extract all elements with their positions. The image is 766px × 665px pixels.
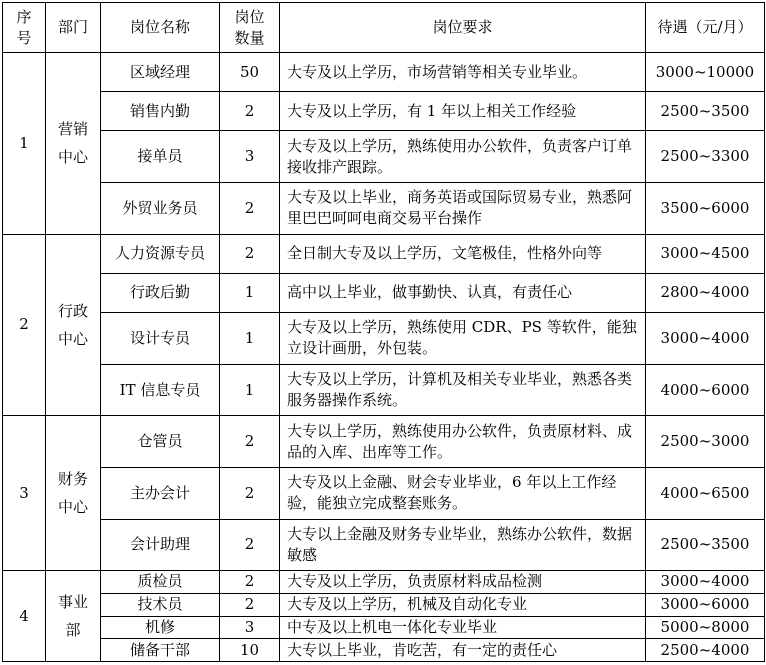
table-row [3, 234, 765, 273]
table-row [3, 519, 765, 571]
position-cell: 储备干部 [101, 639, 220, 662]
table-row [3, 183, 765, 235]
requirement-cell: 大专及以上学历，机械及自动化专业 [280, 593, 646, 616]
salary-cell: 4000~6500 [646, 467, 765, 519]
salary-cell: 3000~4000 [646, 313, 765, 365]
requirement-cell: 大专以上学历，熟练使用办公软件，负责原材料、成品的入库、出库等工作。 [280, 416, 646, 468]
requirement-cell: 高中以上毕业，做事勤快、认真，有责任心 [280, 273, 646, 312]
count-cell: 1 [220, 313, 280, 365]
position-cell: 销售内勤 [101, 92, 220, 131]
count-cell: 2 [220, 92, 280, 131]
table-row [3, 467, 765, 519]
salary-cell: 5000~8000 [646, 616, 765, 639]
position-cell: 质检员 [101, 571, 220, 594]
salary-cell: 3000~10000 [646, 53, 765, 92]
position-cell: 接单员 [101, 131, 220, 183]
salary-cell: 2500~3300 [646, 131, 765, 183]
dept-label: 财务 [57, 470, 88, 489]
requirement-cell: 大专及以上学历，负责原材料成品检测 [280, 571, 646, 594]
seq-cell: 2 [3, 234, 46, 416]
salary-cell: 3500~6000 [646, 183, 765, 235]
position-cell: 人力资源专员 [101, 234, 220, 273]
dept-cell [46, 234, 101, 416]
count-cell: 3 [220, 131, 280, 183]
recruitment-table [2, 2, 765, 662]
position-cell: 行政后勤 [101, 273, 220, 312]
salary-cell: 3000~6000 [646, 593, 765, 616]
salary-cell: 2500~3000 [646, 416, 765, 468]
table-row [3, 131, 765, 183]
salary-cell: 2500~4000 [646, 639, 765, 662]
salary-cell: 2500~3500 [646, 92, 765, 131]
header-seq [3, 3, 46, 53]
table-row [3, 593, 765, 616]
dept-label: 部 [65, 621, 81, 640]
count-cell: 2 [220, 593, 280, 616]
dept-label: 中心 [57, 498, 88, 517]
requirement-cell: 大专以上毕业，肯吃苦，有一定的责任心 [280, 639, 646, 662]
count-cell: 2 [220, 519, 280, 571]
header-position: 岗位名称 [101, 3, 220, 53]
count-cell: 2 [220, 183, 280, 235]
dept-label: 中心 [57, 329, 88, 348]
requirement-cell: 大专及以上学历，计算机及相关专业毕业，熟悉各类服务器操作系统。 [280, 364, 646, 416]
requirement-cell: 大专以上金融及财务专业毕业，熟练办公软件，数据敏感 [280, 519, 646, 571]
dept-cell [46, 416, 101, 571]
requirement-cell: 大专及以上学历，熟练使用办公软件，负责客户订单接收排产跟踪。 [280, 131, 646, 183]
table-row [3, 416, 765, 468]
header-dept: 部门 [46, 3, 101, 53]
dept-label: 中心 [57, 148, 88, 167]
requirement-cell: 大专及以上金融、财会专业毕业，6 年以上工作经验，能独立完成整套账务。 [280, 467, 646, 519]
header-requirement: 岗位要求 [280, 3, 646, 53]
position-cell: 设计专员 [101, 313, 220, 365]
dept-cell [46, 53, 101, 235]
position-cell: 外贸业务员 [101, 183, 220, 235]
count-cell: 2 [220, 467, 280, 519]
seq-cell: 4 [3, 571, 46, 662]
seq-cell: 3 [3, 416, 46, 571]
requirement-cell: 大专及以上学历，有 1 年以上相关工作经验 [280, 92, 646, 131]
count-cell: 1 [220, 273, 280, 312]
table-row [3, 313, 765, 365]
dept-label: 行政 [57, 301, 88, 320]
count-cell: 2 [220, 416, 280, 468]
requirement-cell: 全日制大专及以上学历，文笔极佳，性格外向等 [280, 234, 646, 273]
count-cell: 1 [220, 364, 280, 416]
count-cell: 10 [220, 639, 280, 662]
seq-cell: 1 [3, 53, 46, 235]
header-row [3, 3, 765, 53]
count-cell: 3 [220, 616, 280, 639]
position-cell: 会计助理 [101, 519, 220, 571]
position-cell: 主办会计 [101, 467, 220, 519]
header-seq-line1: 序 [16, 7, 32, 26]
dept-cell [46, 571, 101, 662]
count-cell: 50 [220, 53, 280, 92]
position-cell: IT 信息专员 [101, 364, 220, 416]
requirement-cell: 中专及以上机电一体化专业毕业 [280, 616, 646, 639]
salary-cell: 3000~4000 [646, 571, 765, 594]
table-row [3, 53, 765, 92]
dept-label: 事业 [57, 593, 88, 612]
salary-cell: 3000~4500 [646, 234, 765, 273]
requirement-cell: 大专及以上学历，市场营销等相关专业毕业。 [280, 53, 646, 92]
table-row [3, 571, 765, 594]
salary-cell: 4000~6000 [646, 364, 765, 416]
table-body [3, 53, 765, 662]
position-cell: 区域经理 [101, 53, 220, 92]
requirement-cell: 大专及以上毕业，商务英语或国际贸易专业，熟悉阿里巴巴呵呵电商交易平台操作 [280, 183, 646, 235]
position-cell: 技术员 [101, 593, 220, 616]
table-row [3, 273, 765, 312]
table-row [3, 616, 765, 639]
salary-cell: 2800~4000 [646, 273, 765, 312]
header-salary: 待遇（元/月） [646, 3, 765, 53]
dept-label: 营销 [57, 120, 88, 139]
table-row [3, 92, 765, 131]
table-row [3, 364, 765, 416]
header-count-line2: 数量 [234, 28, 265, 47]
salary-cell: 2500~3500 [646, 519, 765, 571]
header-count [220, 3, 280, 53]
position-cell: 机修 [101, 616, 220, 639]
header-count-line1: 岗位 [234, 7, 265, 26]
position-cell: 仓管员 [101, 416, 220, 468]
count-cell: 2 [220, 234, 280, 273]
requirement-cell: 大专及以上学历，熟练使用 CDR、PS 等软件，能独立设计画册，外包装。 [280, 313, 646, 365]
table-row [3, 639, 765, 662]
count-cell: 2 [220, 571, 280, 594]
header-seq-line2: 号 [16, 28, 32, 47]
